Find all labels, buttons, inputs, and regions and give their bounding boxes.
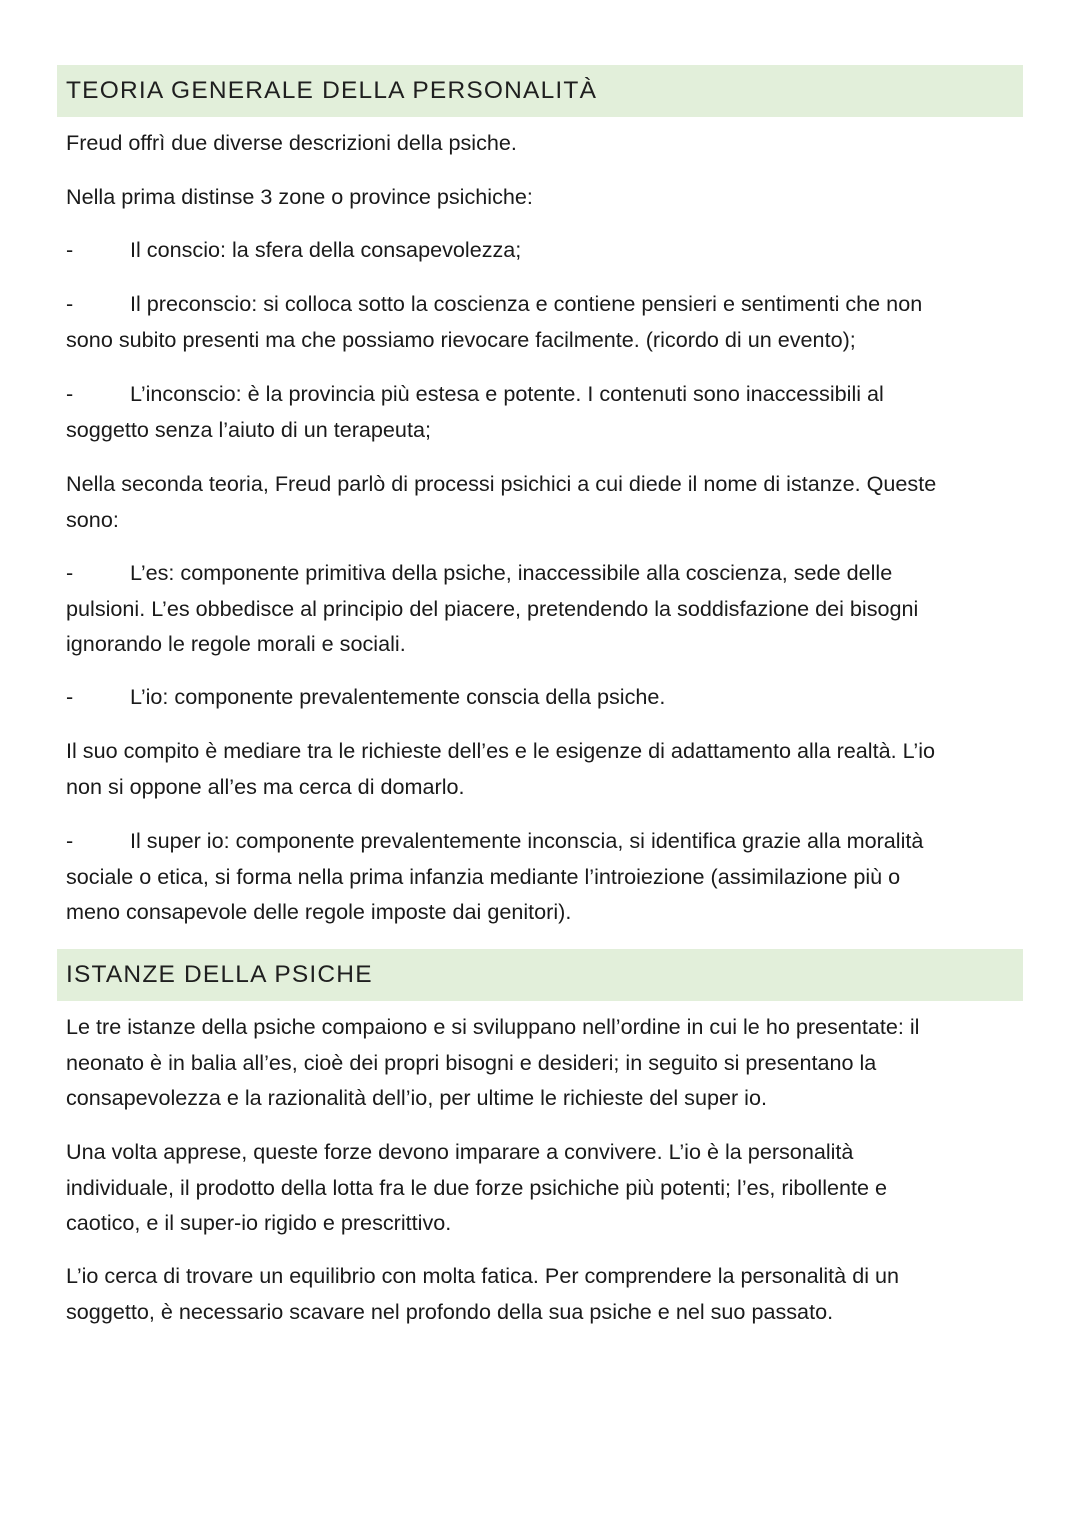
list-item-inconscio: [66, 376, 1016, 447]
section-heading-teoria: TEORIA GENERALE DELLA PERSONALITÀ: [57, 65, 1023, 117]
paragraph-line: Il preconscio: si colloca sotto la coscienza e contiene pensieri e sentimenti che non: [130, 291, 923, 316]
list-item-conscio: [66, 232, 1016, 268]
paragraph-line: Le tre istanze della psiche compaiono e si sviluppano nell’ordine in cui le ho presentate: il: [66, 1014, 920, 1039]
paragraph-line: Freud offrì due diverse descrizioni della psiche.: [66, 130, 517, 155]
bullet-dash: -: [66, 237, 74, 262]
section-heading-istanze: ISTANZE DELLA PSICHE: [57, 949, 1023, 1001]
list-item-es: [66, 555, 1016, 662]
bullet-dash: -: [66, 560, 74, 585]
paragraph-line: L’inconscio: è la provincia più estesa e potente. I contenuti sono inaccessibili al: [130, 381, 884, 406]
paragraph-line: pulsioni. L’es obbedisce al principio del piacere, pretendendo la soddisfazione dei bisogni: [66, 595, 919, 621]
paragraph-line: Il suo compito è mediare tra le richieste dell’es e le esigenze di adattamento alla realtà. L’io: [66, 738, 936, 763]
bullet-dash: -: [66, 381, 74, 406]
paragraph-line: L’io: componente prevalentemente conscia della psiche.: [130, 684, 666, 709]
paragraph-first-theory: [66, 179, 1016, 215]
paragraph-line: sociale o etica, si forma nella prima infanzia mediante l’introiezione (assimilazione più o: [66, 863, 901, 889]
bullet-dash: -: [66, 828, 74, 853]
paragraph-line: Nella prima distinse 3 zone o province psichiche:: [66, 184, 533, 209]
paragraph-istanze-conflict: [66, 1134, 1016, 1241]
paragraph-line: soggetto senza l’aiuto di un terapeuta;: [66, 416, 431, 442]
paragraph-line: consapevolezza e la razionalità dell’io, per ultime le richieste del super io.: [66, 1085, 767, 1110]
bullet-dash: -: [66, 291, 74, 316]
paragraph-line: Una volta apprese, queste forze devono imparare a convivere. L’io è la personalità: [66, 1139, 854, 1164]
paragraph-line: neonato è in balia all’es, cioè dei propri bisogni e desideri; in seguito si presentano la: [66, 1049, 877, 1075]
list-item-io: [66, 679, 1016, 715]
paragraph-io-task: [66, 733, 1016, 804]
paragraph-line: meno consapevole delle regole imposte dai genitori).: [66, 899, 572, 924]
paragraph-line: Nella seconda teoria, Freud parlò di processi psichici a cui diede il nome di istanze. Queste: [66, 471, 937, 496]
paragraph-intro: [66, 125, 1016, 161]
paragraph-line: ignorando le regole morali e sociali.: [66, 631, 406, 656]
paragraph-istanze-order: [66, 1009, 1016, 1116]
paragraph-second-theory: [66, 466, 1016, 537]
list-item-preconscio: [66, 286, 1016, 357]
paragraph-line: soggetto, è necessario scavare nel profondo della sua psiche e nel suo passato.: [66, 1298, 834, 1324]
list-item-super-io: [66, 823, 1016, 930]
paragraph-line: caotico, e il super-io rigido e prescrittivo.: [66, 1210, 452, 1235]
paragraph-line: non si oppone all’es ma cerca di domarlo.: [66, 773, 465, 799]
paragraph-line: L’es: componente primitiva della psiche, inaccessibile alla coscienza, sede delle: [130, 560, 893, 585]
paragraph-istanze-balance: [66, 1258, 1016, 1329]
paragraph-line: Il conscio: la sfera della consapevolezza;: [130, 237, 522, 262]
paragraph-line: L’io cerca di trovare un equilibrio con molta fatica. Per comprendere la personalità di un: [66, 1263, 900, 1288]
paragraph-line: sono:: [66, 506, 119, 532]
bullet-dash: -: [66, 684, 74, 709]
paragraph-line: individuale, il prodotto della lotta fra le due forze psichiche più potenti; l’es, ribollente e: [66, 1174, 888, 1200]
paragraph-line: sono subito presenti ma che possiamo rievocare facilmente. (ricordo di un evento);: [66, 326, 856, 352]
paragraph-line: Il super io: componente prevalentemente inconscia, si identifica grazie alla moralità: [130, 828, 924, 853]
